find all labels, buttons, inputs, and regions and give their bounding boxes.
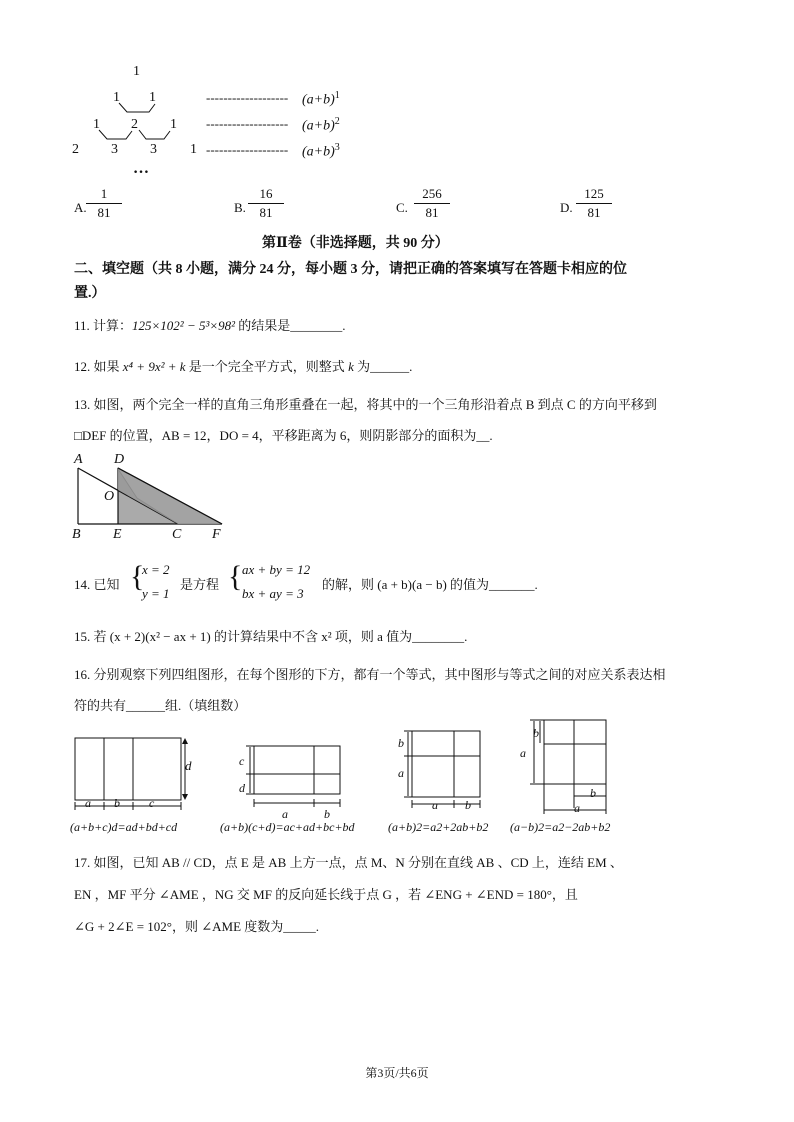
section-title: 第Ⅱ卷（非选择题，共 90 分）	[262, 236, 449, 251]
question-11: 11. 计算：125×102² − 5³×98² 的结果是________.	[74, 318, 346, 333]
q14-brace-1: {	[130, 560, 145, 593]
f2-label-c: c	[239, 754, 245, 768]
f1-label-c: c	[149, 796, 155, 810]
label-B: B	[72, 527, 81, 542]
f2-label-d: d	[239, 781, 245, 795]
f4-label-a1: a	[520, 746, 526, 760]
label-C: C	[172, 527, 182, 542]
tri-r3c: 3	[150, 142, 157, 157]
choice-d-frac[interactable]: $\frac{125}{81}$	[576, 186, 612, 221]
q14-suffix: 的解，则 (a + b)(a − b) 的值为_______.	[322, 577, 538, 592]
label-E: E	[113, 527, 122, 542]
q14-prefix: 14. 已知	[74, 577, 120, 592]
question-16-line1: 16. 分别观察下列四组图形，在每个图形的下方，都有一个等式，其中图形与等式之间的对应关系表达相	[74, 667, 666, 682]
f2-label-a: a	[282, 807, 288, 821]
eq-1: (a+b+c)d=ad+bd+cd	[70, 820, 178, 834]
f4-label-a2: a	[574, 801, 580, 815]
question-13-line1: 13. 如图，两个完全一样的直角三角形重叠在一起，将其中的一个三角形沿着点 B 到点 C 的方向平移到	[74, 397, 657, 412]
tri-r3d: 1	[190, 142, 197, 157]
label-2: $(a+b)^2$	[302, 116, 340, 134]
q16-figure-2	[236, 740, 356, 820]
q14-sys1-a: x = 2	[142, 562, 170, 577]
label-F: F	[212, 527, 221, 542]
choice-a-frac[interactable]: $\frac{1}{81}$	[86, 186, 122, 221]
tri-connectors	[60, 60, 210, 160]
dash-1: -------------------	[206, 90, 289, 105]
eq-2: (a+b)(c+d)=ac+ad+bc+bd	[220, 820, 355, 834]
q16-figure-3	[396, 726, 488, 818]
q14-sys2-b: bx + ay = 3	[242, 586, 304, 601]
label-D: D	[114, 452, 125, 467]
f1-label-a: a	[85, 796, 91, 810]
q14-sys1-b: y = 1	[142, 586, 170, 601]
part-two-line1: 二、填空题（共 8 小题，满分 24 分，每小题 3 分，请把正确的答案填写在答题卡相应的位	[74, 262, 627, 277]
tri-r0: 1	[133, 64, 140, 79]
tri-r2b: 2	[131, 117, 138, 132]
q14-brace-2: {	[228, 560, 243, 593]
f1-label-d: d	[185, 758, 192, 773]
tri-dots: …	[133, 160, 149, 177]
label-1: $(a+b)^1$	[302, 90, 340, 108]
tri-r1a: 1	[113, 90, 120, 105]
tri-r3b: 3	[111, 142, 118, 157]
question-17-line2: EN ，MF 平分 ∠AME ，NG 交 MF 的反向延长线于点 G ，若 ∠ENG + ∠END = 180°，且	[74, 887, 578, 902]
f3-label-a1: a	[398, 766, 404, 780]
part-two-line2: 置.）	[74, 286, 106, 301]
tri-r3a: 2	[72, 142, 79, 157]
label-A: A	[74, 452, 83, 467]
q14-mid: 是方程	[180, 577, 220, 592]
f4-label-b1: b	[533, 726, 539, 740]
question-15: 15. 若 (x + 2)(x² − ax + 1) 的计算结果中不含 x² 项，则 a 值为________.	[74, 629, 468, 644]
f3-label-b1: b	[398, 736, 404, 750]
f1-label-b: b	[114, 796, 120, 810]
q16-figure-4	[512, 716, 612, 814]
question-16-line2: 符的共有______组.（填组数）	[74, 698, 247, 713]
q14-sys2-a: ax + by = 12	[242, 562, 311, 577]
question-13-line2: □DEF 的位置，AB = 12，DO = 4，平移距离为 6，则阴影部分的面积为__.	[74, 428, 493, 443]
f3-label-a2: a	[432, 798, 438, 812]
f2-label-b: b	[324, 807, 330, 821]
eq-4: (a−b)2=a2−2ab+b2	[510, 820, 611, 834]
choice-b-letter: B.	[234, 200, 246, 215]
choice-b-frac[interactable]: $\frac{16}{81}$	[248, 186, 284, 221]
question-12: 12. 如果 x⁴ + 9x² + k 是一个完全平方式，则整式 k 为______.	[74, 359, 413, 374]
dash-2: -------------------	[206, 116, 289, 131]
f4-label-b2: b	[590, 786, 596, 800]
label-O: O	[104, 489, 115, 504]
choice-c-letter: C.	[396, 200, 408, 215]
choice-a-letter: A.	[74, 200, 87, 215]
dash-3: -------------------	[206, 142, 289, 157]
tri-r2c: 1	[170, 117, 177, 132]
f3-label-b2: b	[465, 798, 471, 812]
tri-r1b: 1	[149, 90, 156, 105]
question-17-line1: 17. 如图，已知 AB // CD，点 E 是 AB 上方一点，点 M、N 分别在直线 AB 、CD 上，连结 EM 、	[74, 855, 623, 870]
eq-3: (a+b)2=a2+2ab+b2	[388, 820, 489, 834]
question-17-line3: ∠G + 2∠E = 102°，则 ∠AME 度数为_____.	[74, 919, 320, 934]
tri-r2a: 1	[93, 117, 100, 132]
page-footer: 第3页/共6页	[365, 1066, 429, 1080]
choice-c-frac[interactable]: $\frac{256}{81}$	[414, 186, 450, 221]
label-3: $(a+b)^3$	[302, 142, 340, 160]
choice-d-letter: D.	[560, 200, 573, 215]
